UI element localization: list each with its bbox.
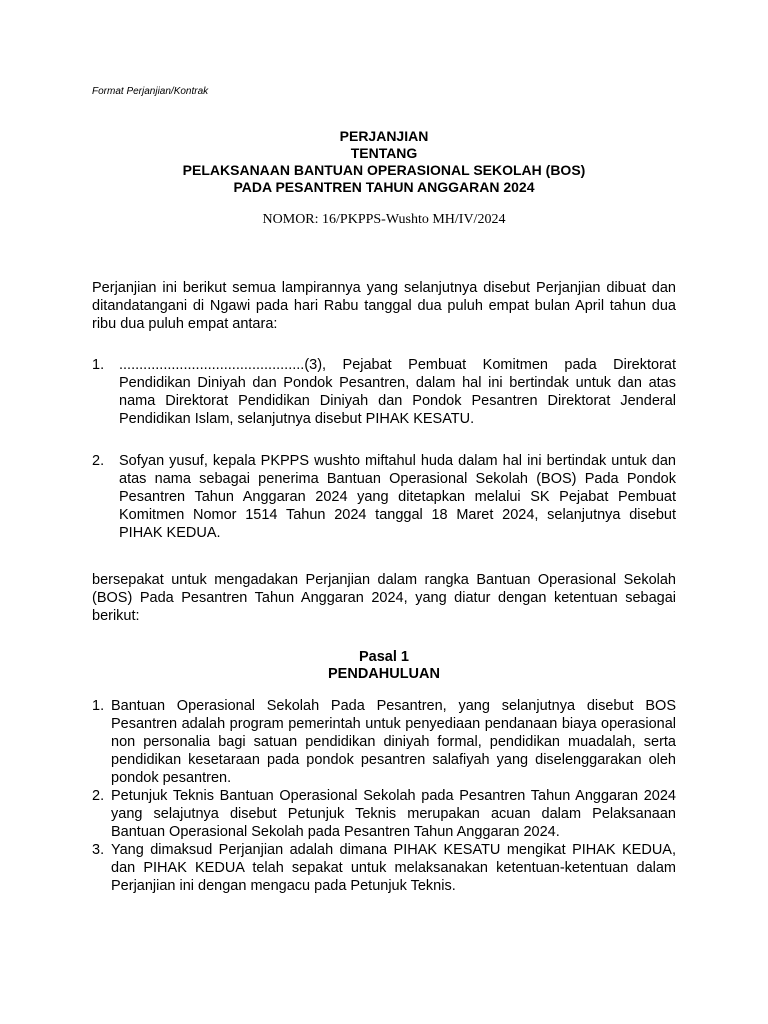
list-number: 1.	[92, 698, 105, 714]
pasal-title: PENDAHULUAN	[328, 666, 440, 682]
pasal-item-text: Yang dimaksud Perjanjian adalah dimana PIHAK KESATU mengikat PIHAK KEDUA, dan PIHAK KEDUA telah sepakat untuk melaksanakan ketentuan-ketentuan dalam Perjanjian ini dengan mengacu pada Petunjuk Teknis.	[111, 842, 676, 894]
intro-paragraph: Perjanjian ini berikut semua lampirannya yang selanjutnya disebut Perjanjian dibuat dan ditandatangani di Ngawi pada hari Rabu tanggal dua puluh empat bulan April tahun dua ribu dua puluh empat antara:	[92, 280, 676, 332]
party-text: ..............................................(3), Pejabat Pembuat Komitmen pada Direktorat Pendidikan Diniyah dan Pondok Pesantren, dalam hal ini bertindak untuk dan atas nama Direktorat Pendidikan Diniyah dan Pondok Pesantren Direktorat Jenderal Pendidikan Islam, selanjutnya disebut PIHAK KESATU.	[119, 357, 676, 427]
pasal-item-3	[92, 841, 676, 895]
pasal-number: Pasal 1	[359, 649, 409, 665]
format-label: Format Perjanjian/Kontrak	[92, 86, 209, 97]
pasal-item-text: Petunjuk Teknis Bantuan Operasional Sekolah pada Pesantren Tahun Anggaran 2024 yang selajutnya disebut Petunjuk Teknis merupakan acuan dalam Pelaksanaan Bantuan Operasional Sekolah pada Pesantren Tahun Anggaran 2024.	[111, 788, 676, 840]
title-line-1: PERJANJIAN	[339, 128, 429, 144]
list-number: 2.	[92, 453, 105, 469]
party-text: Sofyan yusuf, kepala PKPPS wushto miftahul huda dalam hal ini bertindak untuk dan atas nama sebagai penerima Bantuan Operasional Sekolah (BOS) Pada Pondok Pesantren Tahun Anggaran 2024 yang ditetapkan melalui SK Pejabat Pembuat Komitmen Nomor 1514 Tahun 2024 tanggal 18 Maret 2024, selanjutnya disebut PIHAK KEDUA.	[119, 453, 676, 541]
pasal-item-2	[92, 787, 676, 841]
agreement-paragraph: bersepakat untuk mengadakan Perjanjian dalam rangka Bantuan Operasional Sekolah (BOS) Pada Pesantren Tahun Anggaran 2024, yang diatur dengan ketentuan sebagai berikut:	[92, 572, 676, 624]
title-line-2: TENTANG	[350, 145, 418, 161]
list-number: 3.	[92, 842, 105, 858]
parties-list	[92, 356, 676, 542]
document-number: NOMOR: 16/PKPPS-Wushto MH/IV/2024	[262, 212, 506, 227]
party-item-1	[92, 356, 676, 428]
pasal-items-list	[92, 697, 676, 895]
document-title	[92, 128, 676, 196]
pasal-heading	[92, 649, 676, 683]
party-item-2	[92, 452, 676, 542]
title-line-4: PADA PESANTREN TAHUN ANGGARAN 2024	[233, 179, 535, 195]
list-number: 1.	[92, 357, 105, 373]
pasal-item-1	[92, 697, 676, 787]
list-number: 2.	[92, 788, 105, 804]
pasal-item-text: Bantuan Operasional Sekolah Pada Pesantren, yang selanjutnya disebut BOS Pesantren adalah program pemerintah untuk penyediaan pendanaan biaya operasional non personalia bagi satuan pendidikan diniyah formal, pendidikan muadalah, serta pendidikan kesetaraan pada pondok pesantren salafiyah yang diselenggarakan oleh pondok pesantren.	[111, 698, 676, 786]
title-line-3: PELAKSANAAN BANTUAN OPERASIONAL SEKOLAH (BOS)	[182, 162, 586, 178]
